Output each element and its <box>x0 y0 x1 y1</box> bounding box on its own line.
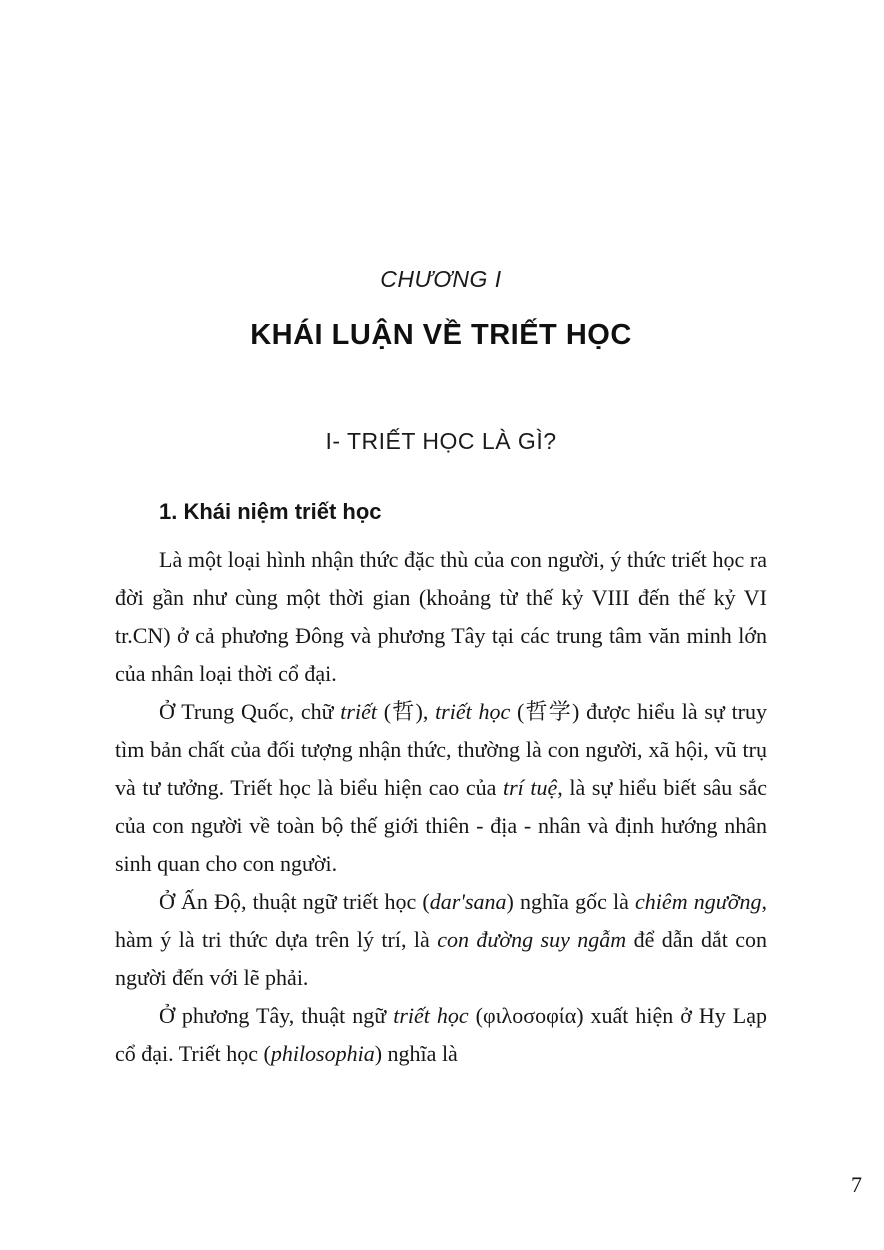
chapter-label: CHƯƠNG I <box>380 266 502 292</box>
italic-run: con đường suy ngẫm <box>437 927 627 952</box>
book-page <box>115 0 767 1250</box>
paragraph <box>115 693 767 883</box>
italic-run: trí tuệ <box>502 775 558 800</box>
italic-run: chiêm ngưỡng <box>635 889 762 914</box>
text-run: Ở Trung Quốc, chữ <box>159 699 341 724</box>
text-run: , hàm ý là tri thức dựa trên lý trí, là <box>115 889 767 952</box>
chapter-title: KHÁI LUẬN VỀ TRIẾT HỌC <box>250 319 632 351</box>
text-run: Ở Ấn Độ, thuật ngữ triết học ( <box>159 889 430 914</box>
italic-run: triết <box>340 699 377 724</box>
section-heading: I- TRIẾT HỌC LÀ GÌ? <box>325 428 557 454</box>
text-run: để dẫn dắt con người đến với lẽ phải. <box>115 927 768 990</box>
text-run: Là một loại hình nhận thức đặc thù của con người, ý thức triết học ra đời gần như cùng một thời gian (khoảng từ thế kỷ VIII đến thế kỷ VI tr.CN) ở cả phương Đông và phương Tây tại các trung tâm văn minh lớn của nhân loại thời cổ đại. <box>115 547 767 686</box>
text-run: Ở phương Tây, thuật ngữ <box>159 1003 394 1028</box>
text-run: ) nghĩa là <box>374 1041 458 1066</box>
text-run: ) nghĩa gốc là <box>506 889 636 914</box>
italic-run: philosophia <box>270 1041 375 1066</box>
subsection-heading: 1. Khái niệm triết học <box>159 499 382 524</box>
text-run: (φιλοσοφία) xuất hiện ở Hy Lạp cổ đại. Triết học ( <box>115 1003 767 1066</box>
text-run: (哲学) được hiểu là sự truy tìm bản chất của đối tượng nhận thức, thường là con người, xã hội, vũ trụ và tư tưởng. Triết học là biểu hiện cao của <box>115 699 768 800</box>
paragraph <box>115 883 767 997</box>
paragraph <box>115 997 767 1073</box>
page-number: 7 <box>851 1172 862 1197</box>
italic-run: dar'sana <box>429 889 507 914</box>
italic-run: triết học <box>393 1003 469 1028</box>
paragraph <box>115 541 767 693</box>
text-run: , là sự hiểu biết sâu sắc của con người về toàn bộ thế giới thiên - địa - nhân và định hướng nhân sinh quan cho con người. <box>115 775 767 876</box>
body-text <box>115 541 767 1073</box>
italic-run: triết học <box>435 699 511 724</box>
text-run: (哲), <box>376 699 436 724</box>
